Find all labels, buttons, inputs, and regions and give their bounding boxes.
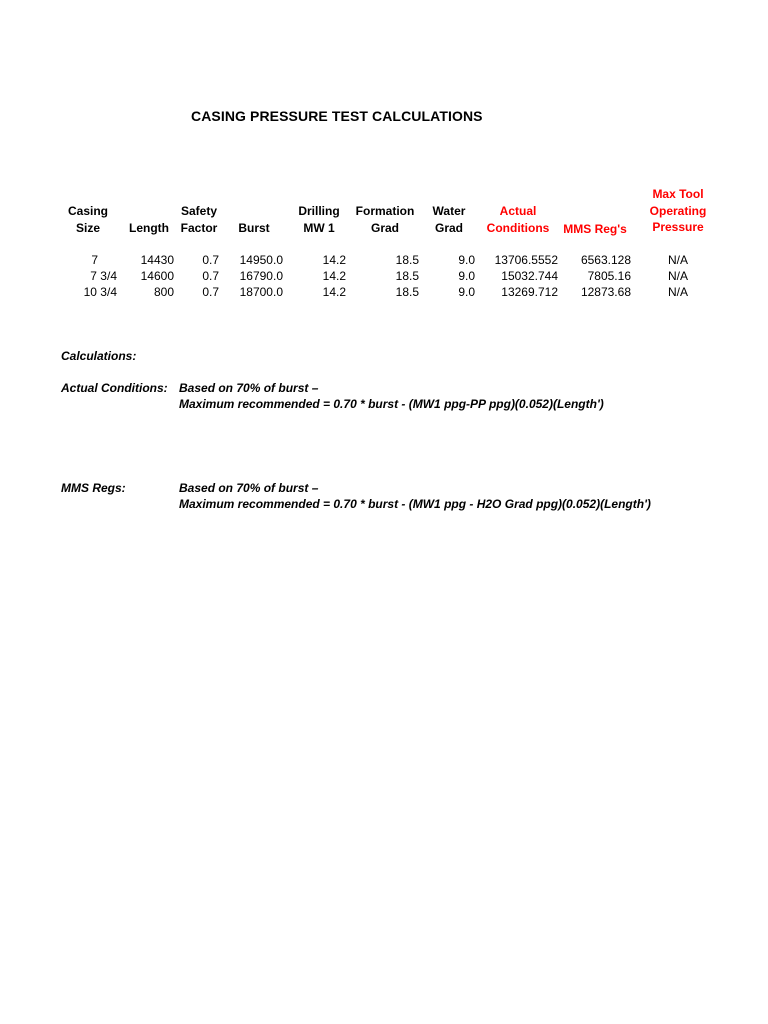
calculations-label: Calculations: [61,349,137,363]
cell-max-tool: N/A [667,269,688,283]
cell-safety-factor: 0.7 [202,269,219,283]
header-safety-factor-line2: Factor [180,220,218,235]
actual-conditions-line1: Based on 70% of burst – [179,381,319,395]
cell-actual-conditions: 13269.712 [501,285,558,299]
cell-formation-grad: 18.5 [395,285,419,299]
cell-water-grad: 9.0 [458,253,475,267]
cell-mms-regs: 7805.16 [587,269,631,283]
header-water-grad-line2: Grad [434,220,463,235]
header-drilling-mw1-line1: Drilling [298,204,340,218]
cell-water-grad: 9.0 [458,285,475,299]
header-max-tool-line2: Operating [649,203,707,218]
header-formation-grad-line1: Formation [355,204,415,218]
header-safety-factor [176,203,222,236]
header-max-tool [642,186,714,236]
mms-regs-formula: Maximum recommended = 0.70 * burst - (MW1 ppg - H2O Grad ppg)(0.052)(Length') [179,497,651,511]
actual-conditions-label: Actual Conditions: [61,381,168,395]
cell-formation-grad: 18.5 [395,269,419,283]
header-drilling-mw1 [293,203,345,236]
cell-length: 800 [153,285,174,299]
cell-safety-factor: 0.7 [202,253,219,267]
header-burst-line1: Burst [238,221,270,235]
cell-max-tool: N/A [667,285,688,299]
header-casing-size-line2: Size [75,220,100,235]
header-actual-conditions-line2: Conditions [486,220,550,235]
header-casing-size [62,203,114,236]
cell-burst: 16790.0 [239,269,283,283]
header-mms-regs [558,221,632,238]
cell-mms-regs: 6563.128 [580,253,631,267]
cell-actual-conditions: 13706.5552 [494,253,558,267]
cell-casing-size: 7 3/4 [90,269,117,283]
header-actual-conditions [482,203,554,236]
header-formation-grad-line2: Grad [370,220,399,235]
header-mms-regs-line1: MMS Reg's [563,222,627,236]
cell-actual-conditions: 15032.744 [501,269,558,283]
cell-drilling-mw1: 14.2 [322,285,346,299]
header-burst [232,220,276,237]
actual-conditions-formula: Maximum recommended = 0.70 * burst - (MW1 ppg-PP ppg)(0.052)(Length') [179,397,604,411]
header-safety-factor-line1: Safety [180,204,218,218]
header-water-grad-line1: Water [432,204,466,218]
cell-burst: 18700.0 [239,285,283,299]
header-casing-size-line1: Casing [67,204,108,218]
header-actual-conditions-line1: Actual [499,204,537,218]
cell-drilling-mw1: 14.2 [322,269,346,283]
header-max-tool-line1: Max Tool [652,187,704,201]
page-title: CASING PRESSURE TEST CALCULATIONS [191,108,483,124]
mms-regs-line1: Based on 70% of burst – [179,481,319,495]
header-water-grad [425,203,473,236]
header-formation-grad [350,203,420,236]
cell-safety-factor: 0.7 [202,285,219,299]
cell-max-tool: N/A [667,253,688,267]
cell-formation-grad: 18.5 [395,253,419,267]
cell-casing-size: 10 3/4 [83,285,117,299]
cell-length: 14600 [140,269,174,283]
cell-drilling-mw1: 14.2 [322,253,346,267]
cell-water-grad: 9.0 [458,269,475,283]
cell-mms-regs: 12873.68 [580,285,631,299]
header-length [124,220,174,237]
cell-casing-size: 7 [91,253,98,267]
header-max-tool-line3: Pressure [652,220,704,234]
header-length-line1: Length [129,221,169,235]
mms-regs-label: MMS Regs: [61,481,126,495]
cell-length: 14430 [140,253,174,267]
header-drilling-mw1-line2: MW 1 [303,220,335,235]
cell-burst: 14950.0 [239,253,283,267]
